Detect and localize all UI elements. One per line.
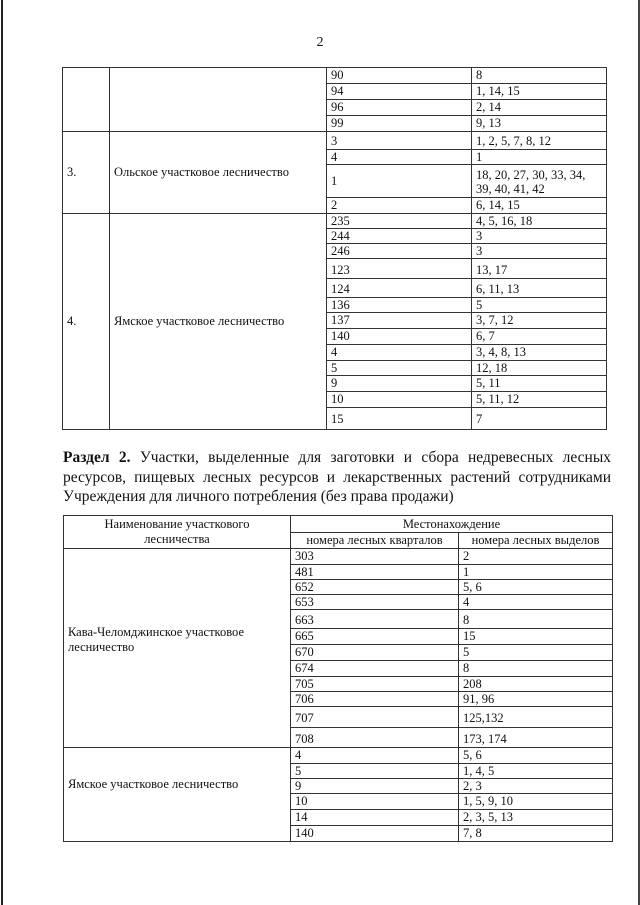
vydely-cell: 5, 6 [458, 579, 613, 595]
kvartal-cell: 653 [290, 594, 459, 610]
kvartal-cell: 140 [326, 328, 472, 345]
kvartal-cell: 136 [326, 297, 472, 313]
vydely-cell: 208 [458, 676, 613, 692]
kvartal-cell: 96 [326, 99, 472, 116]
kvartal-cell: 4 [326, 149, 472, 165]
vydely-cell: 4, 5, 16, 18 [471, 213, 607, 229]
kvartal-cell: 99 [326, 115, 472, 132]
group-number-cell: 3. [62, 131, 110, 214]
vydely-cell: 3 [471, 243, 607, 259]
forestry-name-cell: Ямское участковое лесничество [63, 747, 291, 842]
kvartal-cell: 670 [290, 644, 459, 661]
vydely-cell: 5 [471, 297, 607, 313]
kvartal-cell: 5 [326, 360, 472, 376]
vydely-cell: 4 [458, 594, 613, 610]
vydely-cell: 15 [458, 628, 613, 645]
vydely-cell: 5, 6 [458, 747, 613, 764]
vydely-cell: 2 [458, 548, 613, 565]
kvartal-cell: 14 [290, 809, 459, 826]
vydely-cell: 2, 3, 5, 13 [458, 809, 613, 826]
vydely-cell: 2, 14 [471, 99, 607, 116]
kvartal-cell: 140 [290, 825, 459, 842]
kvartal-cell: 303 [290, 548, 459, 565]
vydely-cell: 1 [471, 149, 607, 165]
kvartal-cell: 4 [290, 747, 459, 764]
kvartal-cell: 706 [290, 691, 459, 707]
kvartal-cell: 1 [326, 164, 472, 198]
kvartal-cell: 5 [290, 763, 459, 779]
section-2-heading [63, 448, 611, 507]
kvartal-cell: 674 [290, 660, 459, 677]
vydely-cell: 12, 18 [471, 360, 607, 376]
vydely-cell: 1, 2, 5, 7, 8, 12 [471, 131, 607, 150]
page-number: 2 [316, 35, 324, 50]
vydely-cell: 7, 8 [458, 825, 613, 842]
vydely-cell: 6, 11, 13 [471, 278, 607, 298]
vydely-cell: 1 [458, 564, 613, 580]
vydely-cell: 125,132 [458, 706, 613, 728]
vydely-cell: 18, 20, 27, 30, 33, 34, 39, 40, 41, 42 [471, 164, 607, 198]
group-number-cell [62, 67, 110, 132]
vydely-cell: 1, 5, 9, 10 [458, 793, 613, 810]
kvartal-cell: 481 [290, 564, 459, 580]
kvartal-cell: 665 [290, 628, 459, 645]
kvartal-cell: 246 [326, 243, 472, 259]
kvartal-cell: 10 [290, 793, 459, 810]
kvartal-cell: 94 [326, 83, 472, 100]
vydely-cell: 3, 4, 8, 13 [471, 344, 607, 361]
vydely-cell: 91, 96 [458, 691, 613, 707]
kvartal-cell: 9 [326, 375, 472, 392]
kvartal-cell: 9 [290, 778, 459, 794]
vydely-cell: 1, 4, 5 [458, 763, 613, 779]
kvartal-cell: 708 [290, 727, 459, 748]
kvartal-cell: 124 [326, 278, 472, 298]
forestry-name-cell: Ольское участковое лесничество [109, 131, 327, 214]
vydely-cell: 8 [471, 67, 607, 84]
forestry-name-cell [109, 67, 327, 132]
forestry-name-cell: Ямское участковое лесничество [109, 213, 327, 430]
header-location: Местонахождение [290, 515, 613, 533]
kvartal-cell: 15 [326, 407, 472, 430]
header-vydely: номера лесных выделов [458, 532, 613, 549]
forestry-name-cell: Кава-Челомджинское участковое лесничество [63, 548, 291, 748]
kvartal-cell: 123 [326, 258, 472, 279]
vydely-cell: 6, 14, 15 [471, 197, 607, 214]
section-2-label: Раздел 2. [63, 449, 131, 466]
kvartal-cell: 235 [326, 213, 472, 229]
kvartal-cell: 2 [326, 197, 472, 214]
header-forestry-name: Наименование участкового лесничества [63, 515, 291, 549]
kvartal-cell: 3 [326, 131, 472, 150]
kvartal-cell: 90 [326, 67, 472, 84]
vydely-cell: 8 [458, 609, 613, 629]
vydely-cell: 3 [471, 228, 607, 244]
group-number-cell: 4. [62, 213, 110, 430]
kvartal-cell: 137 [326, 312, 472, 329]
vydely-cell: 9, 13 [471, 115, 607, 132]
kvartal-cell: 707 [290, 706, 459, 728]
vydely-cell: 173, 174 [458, 727, 613, 748]
kvartal-cell: 244 [326, 228, 472, 244]
vydely-cell: 5 [458, 644, 613, 661]
vydely-cell: 2, 3 [458, 778, 613, 794]
vydely-cell: 8 [458, 660, 613, 677]
kvartal-cell: 4 [326, 344, 472, 361]
kvartal-cell: 10 [326, 391, 472, 408]
vydely-cell: 1, 14, 15 [471, 83, 607, 100]
kvartal-cell: 652 [290, 579, 459, 595]
kvartal-cell: 663 [290, 609, 459, 629]
vydely-cell: 7 [471, 407, 607, 430]
section-2-text: Участки, выделенные для заготовки и сбора недревесных лесных ресурсов, пищевых лесных ресурсов и лекарственных растений сотрудниками Учреждения для личного потребления (без права продажи) [63, 449, 611, 505]
kvartal-cell: 705 [290, 676, 459, 692]
vydely-cell: 5, 11 [471, 375, 607, 392]
header-kvartaly: номера лесных кварталов [290, 532, 459, 549]
vydely-cell: 5, 11, 12 [471, 391, 607, 408]
vydely-cell: 13, 17 [471, 258, 607, 279]
vydely-cell: 3, 7, 12 [471, 312, 607, 329]
scan-border-left [1, 0, 3, 905]
vydely-cell: 6, 7 [471, 328, 607, 345]
